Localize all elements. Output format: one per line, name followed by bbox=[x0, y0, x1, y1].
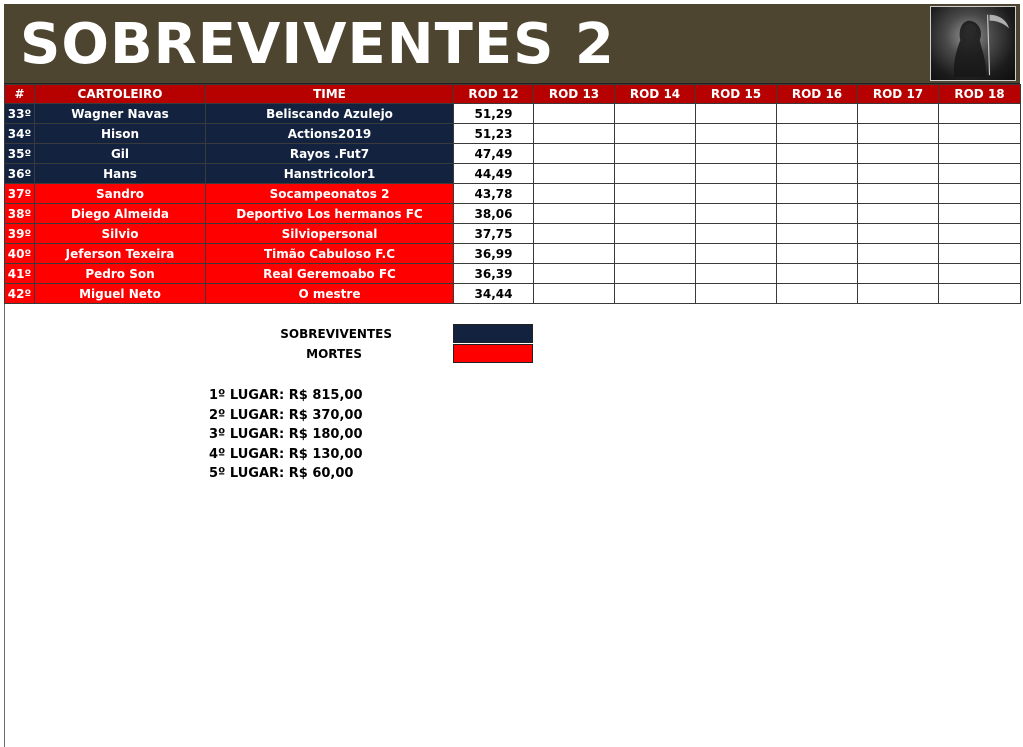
empty-score-cell bbox=[696, 144, 777, 164]
empty-score-cell bbox=[534, 284, 615, 304]
score-cell: 43,78 bbox=[454, 184, 534, 204]
empty-score-cell bbox=[939, 124, 1021, 144]
empty-score-cell bbox=[696, 124, 777, 144]
empty-score-cell bbox=[615, 244, 696, 264]
column-header: ROD 13 bbox=[534, 85, 615, 104]
empty-score-cell bbox=[615, 224, 696, 244]
team-name-cell: O mestre bbox=[206, 284, 454, 304]
empty-score-cell bbox=[858, 104, 939, 124]
table-row bbox=[5, 204, 1021, 224]
score-cell: 36,39 bbox=[454, 264, 534, 284]
empty-score-cell bbox=[696, 204, 777, 224]
empty-score-cell bbox=[939, 264, 1021, 284]
empty-score-cell bbox=[777, 284, 858, 304]
table-row bbox=[5, 164, 1021, 184]
team-name-cell: Timão Cabuloso F.C bbox=[206, 244, 454, 264]
column-header: TIME bbox=[206, 85, 454, 104]
empty-score-cell bbox=[858, 124, 939, 144]
empty-score-cell bbox=[696, 284, 777, 304]
empty-score-cell bbox=[534, 204, 615, 224]
player-name-cell: Sandro bbox=[35, 184, 206, 204]
empty-score-cell bbox=[615, 124, 696, 144]
grim-reaper-image bbox=[930, 6, 1016, 81]
player-name-cell: Silvio bbox=[35, 224, 206, 244]
team-name-cell: Actions2019 bbox=[206, 124, 454, 144]
empty-score-cell bbox=[696, 104, 777, 124]
column-header: ROD 17 bbox=[858, 85, 939, 104]
column-header: ROD 12 bbox=[454, 85, 534, 104]
empty-score-cell bbox=[939, 244, 1021, 264]
player-name-cell: Wagner Navas bbox=[35, 104, 206, 124]
score-cell: 38,06 bbox=[454, 204, 534, 224]
empty-score-cell bbox=[777, 244, 858, 264]
score-cell: 51,23 bbox=[454, 124, 534, 144]
score-cell: 34,44 bbox=[454, 284, 534, 304]
empty-score-cell bbox=[777, 204, 858, 224]
empty-score-cell bbox=[615, 164, 696, 184]
empty-score-cell bbox=[696, 224, 777, 244]
empty-score-cell bbox=[534, 144, 615, 164]
team-name-cell: Silviopersonal bbox=[206, 224, 454, 244]
rank-cell: 42º bbox=[5, 284, 35, 304]
empty-score-cell bbox=[615, 104, 696, 124]
page-title: SOBREVIVENTES 2 bbox=[20, 12, 615, 77]
prize-1: 1º LUGAR: R$ 815,00 bbox=[209, 388, 363, 403]
prize-2: 2º LUGAR: R$ 370,00 bbox=[209, 407, 363, 423]
table-row bbox=[5, 264, 1021, 284]
empty-score-cell bbox=[534, 184, 615, 204]
table-row bbox=[5, 224, 1021, 244]
team-name-cell: Rayos .Fut7 bbox=[206, 144, 454, 164]
rank-cell: 38º bbox=[5, 204, 35, 224]
legend-deaths-label: MORTES bbox=[306, 347, 362, 361]
rank-cell: 36º bbox=[5, 164, 35, 184]
player-name-cell: Hison bbox=[35, 124, 206, 144]
column-header: CARTOLEIRO bbox=[35, 85, 206, 104]
player-name-cell: Diego Almeida bbox=[35, 204, 206, 224]
empty-score-cell bbox=[858, 204, 939, 224]
rank-cell: 39º bbox=[5, 224, 35, 244]
score-cell: 44,49 bbox=[454, 164, 534, 184]
empty-score-cell bbox=[696, 244, 777, 264]
legend-deaths-swatch bbox=[453, 344, 533, 363]
table-row bbox=[5, 284, 1021, 304]
rank-cell: 40º bbox=[5, 244, 35, 264]
empty-score-cell bbox=[534, 124, 615, 144]
empty-score-cell bbox=[777, 124, 858, 144]
column-header: ROD 18 bbox=[939, 85, 1021, 104]
empty-score-cell bbox=[939, 164, 1021, 184]
column-header: ROD 15 bbox=[696, 85, 777, 104]
empty-score-cell bbox=[858, 264, 939, 284]
empty-score-cell bbox=[615, 204, 696, 224]
empty-score-cell bbox=[534, 224, 615, 244]
empty-score-cell bbox=[534, 264, 615, 284]
table-header-row bbox=[5, 85, 1021, 104]
prize-3: 3º LUGAR: R$ 180,00 bbox=[209, 427, 363, 442]
empty-score-cell bbox=[615, 264, 696, 284]
player-name-cell: Hans bbox=[35, 164, 206, 184]
team-name-cell: Beliscando Azulejo bbox=[206, 104, 454, 124]
empty-score-cell bbox=[615, 184, 696, 204]
empty-score-cell bbox=[858, 224, 939, 244]
team-name-cell: Real Geremoabo FC bbox=[206, 264, 454, 284]
player-name-cell: Pedro Son bbox=[35, 264, 206, 284]
empty-score-cell bbox=[858, 164, 939, 184]
empty-score-cell bbox=[777, 104, 858, 124]
empty-score-cell bbox=[858, 144, 939, 164]
empty-score-cell bbox=[777, 144, 858, 164]
prize-5: 5º LUGAR: R$ 60,00 bbox=[209, 466, 354, 481]
score-cell: 37,75 bbox=[454, 224, 534, 244]
table-row bbox=[5, 124, 1021, 144]
empty-score-cell bbox=[939, 184, 1021, 204]
table-body bbox=[5, 104, 1021, 304]
score-cell: 51,29 bbox=[454, 104, 534, 124]
team-name-cell: Deportivo Los hermanos FC bbox=[206, 204, 454, 224]
rank-cell: 41º bbox=[5, 264, 35, 284]
column-header: ROD 16 bbox=[777, 85, 858, 104]
table-row bbox=[5, 104, 1021, 124]
empty-score-cell bbox=[696, 264, 777, 284]
legend-survivors-swatch bbox=[453, 324, 533, 343]
empty-score-cell bbox=[615, 284, 696, 304]
empty-score-cell bbox=[939, 284, 1021, 304]
column-header: ROD 14 bbox=[615, 85, 696, 104]
empty-score-cell bbox=[858, 184, 939, 204]
player-name-cell: Jeferson Texeira bbox=[35, 244, 206, 264]
player-name-cell: Miguel Neto bbox=[35, 284, 206, 304]
table-row bbox=[5, 184, 1021, 204]
title-banner bbox=[4, 4, 1020, 84]
grim-reaper-icon bbox=[931, 7, 1015, 80]
empty-score-cell bbox=[939, 224, 1021, 244]
empty-score-cell bbox=[858, 244, 939, 264]
empty-score-cell bbox=[777, 164, 858, 184]
prize-list bbox=[209, 386, 363, 484]
rank-cell: 33º bbox=[5, 104, 35, 124]
empty-score-cell bbox=[858, 284, 939, 304]
rank-cell: 34º bbox=[5, 124, 35, 144]
empty-score-cell bbox=[534, 244, 615, 264]
team-name-cell: Hanstricolor1 bbox=[206, 164, 454, 184]
table-row bbox=[5, 244, 1021, 264]
empty-score-cell bbox=[939, 104, 1021, 124]
empty-score-cell bbox=[777, 224, 858, 244]
rank-cell: 35º bbox=[5, 144, 35, 164]
empty-score-cell bbox=[534, 164, 615, 184]
rank-cell: 37º bbox=[5, 184, 35, 204]
prize-4: 4º LUGAR: R$ 130,00 bbox=[209, 446, 363, 462]
empty-score-cell bbox=[615, 144, 696, 164]
empty-score-cell bbox=[777, 264, 858, 284]
score-cell: 47,49 bbox=[454, 144, 534, 164]
empty-score-cell bbox=[777, 184, 858, 204]
empty-score-cell bbox=[939, 144, 1021, 164]
empty-score-cell bbox=[696, 164, 777, 184]
table-row bbox=[5, 144, 1021, 164]
legend-survivors-label: SOBREVIVENTES bbox=[280, 327, 392, 341]
player-name-cell: Gil bbox=[35, 144, 206, 164]
empty-score-cell bbox=[696, 184, 777, 204]
team-name-cell: Socampeonatos 2 bbox=[206, 184, 454, 204]
empty-score-cell bbox=[534, 104, 615, 124]
score-cell: 36,99 bbox=[454, 244, 534, 264]
standings-table bbox=[4, 84, 1021, 304]
column-header: # bbox=[5, 85, 35, 104]
empty-score-cell bbox=[939, 204, 1021, 224]
